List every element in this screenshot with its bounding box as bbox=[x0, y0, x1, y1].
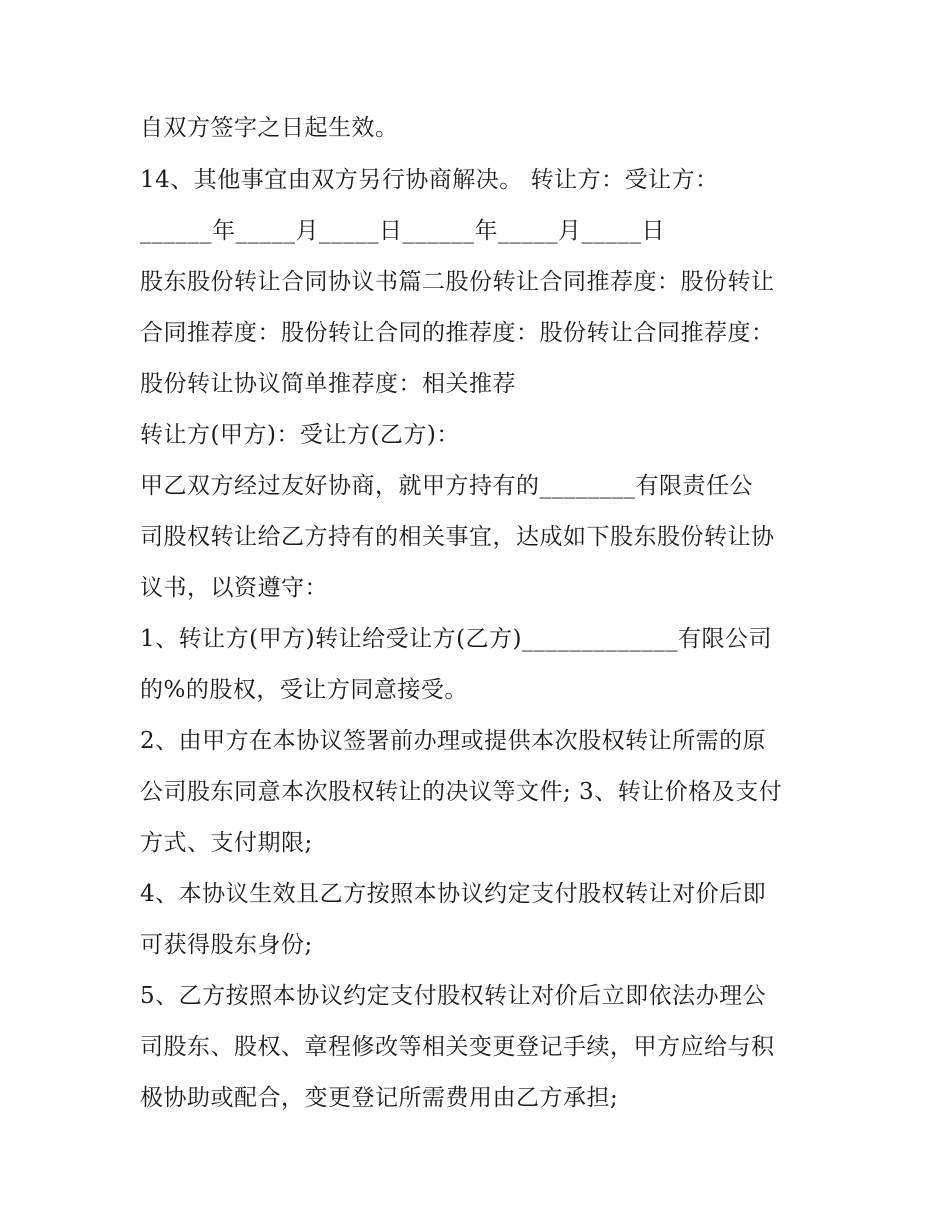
clause-line: 5、乙方按照本协议约定支付股权转让对价后立即依法办理公 bbox=[140, 983, 767, 1009]
section-title-line: 股东股份转让合同协议书篇二股份转让合同推荐度：股份转让 bbox=[140, 269, 775, 295]
clause-line: 方式、支付期限; bbox=[140, 830, 313, 856]
paragraph-line: 司股权转让给乙方持有的相关事宜，达成如下股东股份转让协 bbox=[140, 524, 775, 550]
parties-line: 转让方(甲方)：受让方(乙方)： bbox=[140, 422, 460, 448]
clause-line: 极协助或配合，变更登记所需费用由乙方承担; bbox=[140, 1085, 619, 1111]
clause-line: 4、本协议生效且乙方按照本协议约定支付股权转让对价后即 bbox=[140, 881, 767, 907]
paragraph-line: 甲乙双方经过友好协商，就甲方持有的________有限责任公 bbox=[140, 473, 753, 499]
clause-line: 2、由甲方在本协议签署前办理或提供本次股权转让所需的原 bbox=[140, 728, 767, 754]
clause-line: 可获得股东身份; bbox=[140, 932, 313, 958]
paragraph-line: 议书，以资遵守： bbox=[140, 575, 328, 601]
clause-line: 司股东、股权、章程修改等相关变更登记手续，甲方应给与积 bbox=[140, 1034, 775, 1060]
paragraph-line: 14、其他事宜由双方另行协商解决。 转让方：受让方： bbox=[140, 167, 719, 193]
clause-line: 1、转让方(甲方)转让给受让方(乙方)_____________有限公司 bbox=[140, 626, 773, 652]
date-line: ______年_____月_____日______年_____月_____日 bbox=[140, 218, 665, 244]
paragraph-line: 股份转让协议简单推荐度：相关推荐 bbox=[140, 371, 516, 397]
clause-line: 公司股东同意本次股权转让的决议等文件; 3、转让价格及支付 bbox=[140, 779, 783, 805]
paragraph-line: 自双方签字之日起生效。 bbox=[140, 115, 399, 141]
clause-line: 的%的股权，受让方同意接受。 bbox=[140, 677, 468, 703]
paragraph-line: 合同推荐度：股份转让合同的推荐度：股份转让合同推荐度： bbox=[140, 320, 775, 346]
